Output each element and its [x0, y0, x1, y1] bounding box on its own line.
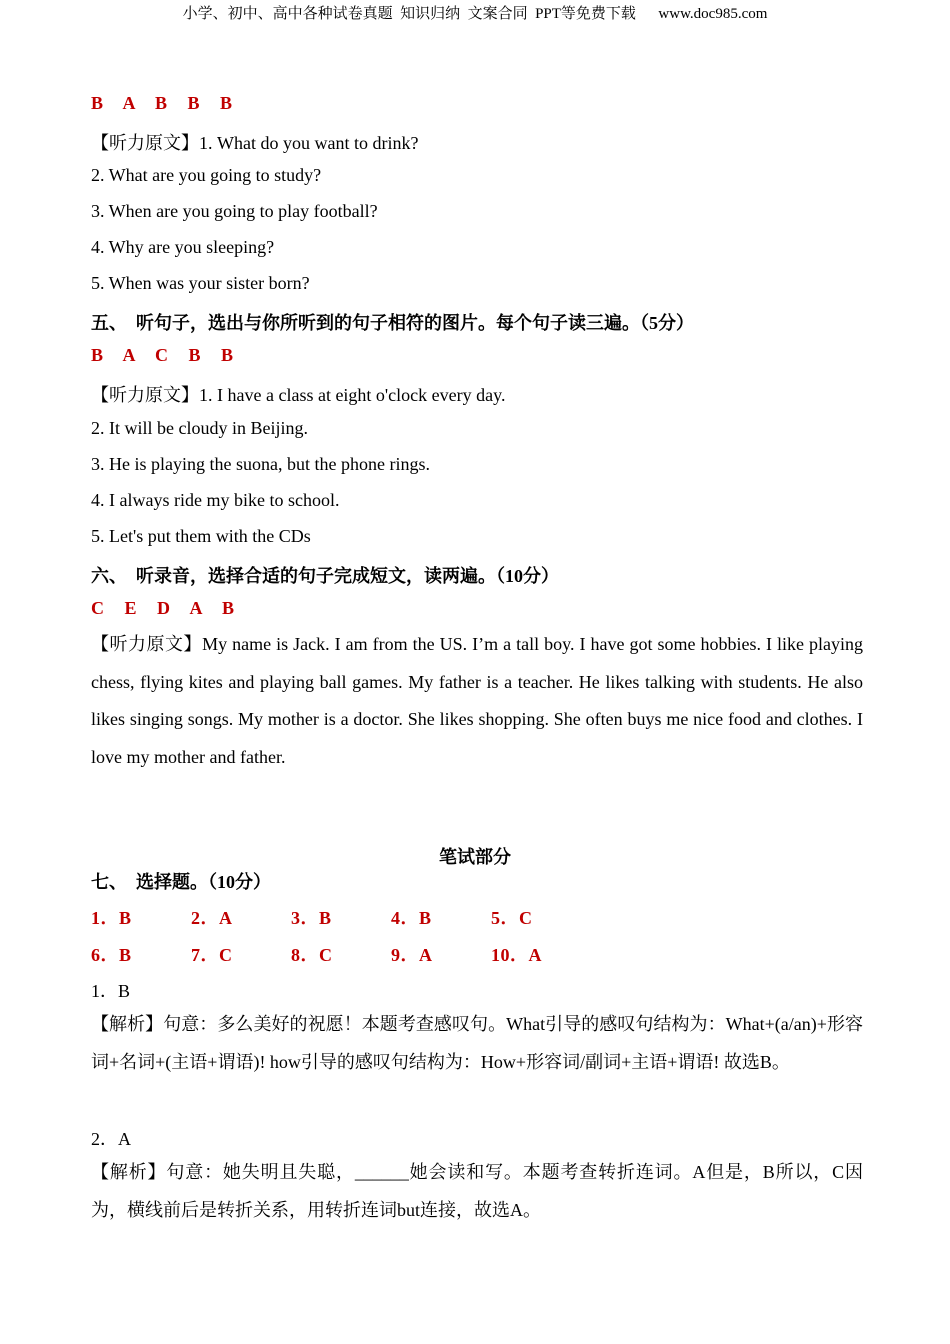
answer: 10．A [491, 945, 542, 965]
answer: 9．A [391, 945, 433, 965]
section-title-5: 五、 听句子，选出与你所听到的句子相符的图片。每个句子读三遍。（5分） [91, 313, 694, 333]
transcript-line: 2. What are you going to study? [91, 165, 322, 185]
transcript-line: 5. Let's put them with the CDs [91, 526, 311, 546]
transcript-line: 【听力原文】1. What do you want to drink? [91, 133, 419, 153]
transcript-line: 【听力原文】1. I have a class at eight o'clock every day. [91, 385, 506, 405]
answers-sec5: B A C B B [91, 345, 234, 365]
transcript-paragraph: 【听力原文】My name is Jack. I am from the US. I’m a tall boy. I have got some hobbies. I like playing chess, flying kites and playing ball games. My father is a teacher. He likes talking with students. He also likes singing songs. My mother is a doctor. She likes shopping. She often buys me nice food and clothes. I love my mother and father. [91, 634, 863, 767]
answer: 8．C [291, 945, 333, 965]
question-label: 2．A [91, 1129, 131, 1149]
section-title-7: 七、 选择题。（10分） [91, 872, 271, 892]
written-part-heading: 笔试部分 [439, 847, 511, 867]
answer: 4．B [391, 908, 432, 928]
analysis-paragraph: 【解析】句意：她失明且失聪，______她会读和写。本题考查转折连词。A但是，B所以，C因为，横线前后是转折关系，用转折连词but连接，故选A。 [91, 1162, 863, 1220]
transcript-line: 3. When are you going to play football? [91, 201, 378, 221]
answers-sec4: B A B B B [91, 93, 233, 113]
answers-row-1 [91, 904, 591, 930]
answer: 1．B [91, 908, 132, 928]
answers-sec6: C E D A B [91, 598, 235, 618]
answer: 5．C [491, 908, 533, 928]
section-title-6: 六、 听录音，选择合适的句子完成短文，读两遍。（10分） [91, 566, 559, 586]
page-header: 小学、初中、高中各种试卷真题 知识归纳 文案合同 PPT等免费下载 www.doc985.com [182, 6, 768, 22]
transcript-line: 2. It will be cloudy in Beijing. [91, 418, 308, 438]
answers-row-2 [91, 941, 591, 967]
answer: 2．A [191, 908, 233, 928]
transcript-line: 3. He is playing the suona, but the phone rings. [91, 454, 430, 474]
answer: 7．C [191, 945, 233, 965]
question-label: 1．B [91, 981, 131, 1001]
answer: 3．B [291, 908, 332, 928]
transcript-line: 5. When was your sister born? [91, 273, 310, 293]
transcript-line: 4. I always ride my bike to school. [91, 490, 340, 510]
answer: 6．B [91, 945, 132, 965]
analysis-paragraph: 【解析】句意：多么美好的祝愿！本题考查感叹句。What引导的感叹句结构为：What+(a/an)+形容词+名词+(主语+谓语)! how引导的感叹句结构为：How+形容词/副词+主语+谓语! 故选B。 [91, 1014, 863, 1072]
transcript-line: 4. Why are you sleeping? [91, 237, 275, 257]
